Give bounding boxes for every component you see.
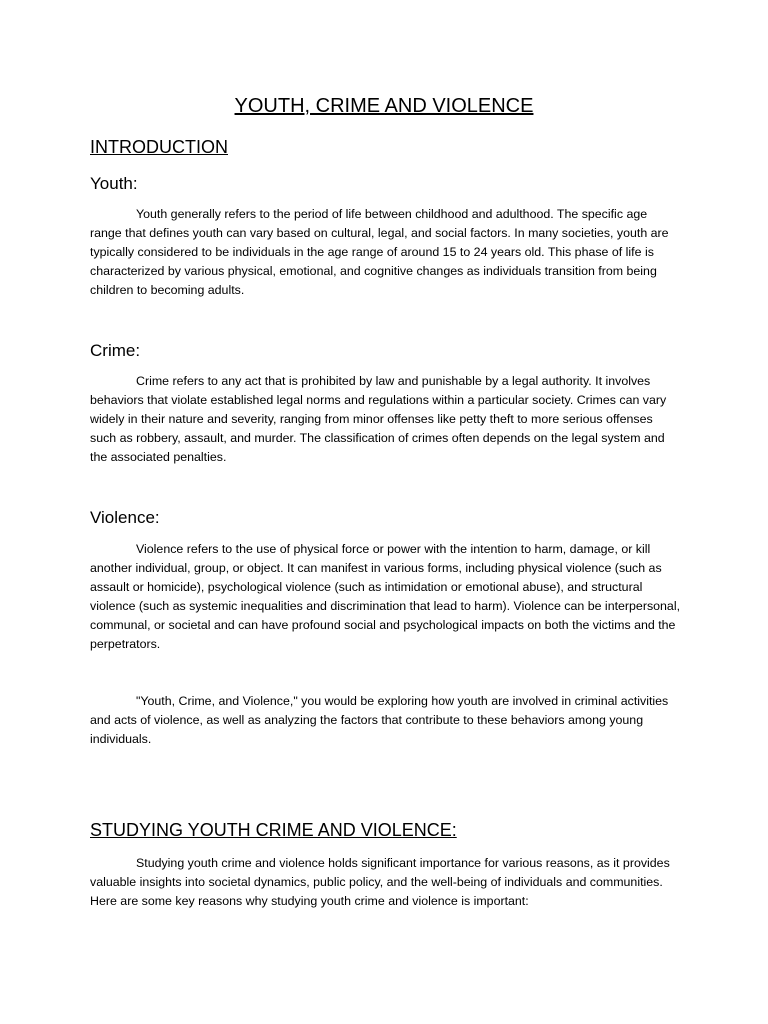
- studying-paragraph: Studying youth crime and violence holds significant importance for various reasons, as it provides valuable insights into societal dynamics, public policy, and the well-being of individuals and communities. Here are some key reasons why studying youth crime and violence is important:: [90, 856, 670, 908]
- document-title: YOUTH, CRIME AND VIOLENCE: [234, 95, 534, 117]
- introduction-heading: INTRODUCTION: [90, 137, 228, 157]
- summary-paragraph: "Youth, Crime, and Violence," you would be exploring how youth are involved in criminal activities and acts of violence, as well as analyzing the factors that contribute to these behaviors among young individuals.: [90, 694, 669, 746]
- violence-heading: Violence:: [90, 508, 160, 527]
- crime-heading: Crime:: [90, 341, 141, 360]
- crime-paragraph: Crime refers to any act that is prohibited by law and punishable by a legal authority. It involves behaviors that violate established legal norms and regulations within a particular society. Crimes can vary widely in their nature and severity, ranging from minor offenses like petty theft to more serious offenses such as robbery, assault, and murder. The classification of crimes often depends on the legal system and the associated penalties.: [90, 374, 667, 464]
- violence-paragraph: Violence refers to the use of physical force or power with the intention to harm, damage, or kill another individual, group, or object. It can manifest in various forms, including physical violence (such as assault or homicide), psychological violence (such as intimidation or emotional abuse), and structural violence (such as systemic inequalities and discrimination that lead to harm). Violence can be interpersonal, communal, or societal and can have profound social and psychological impacts on both the victims and the perpetrators.: [90, 542, 681, 651]
- youth-paragraph: Youth generally refers to the period of life between childhood and adulthood. The specific age range that defines youth can vary based on cultural, legal, and social factors. In many societies, youth are typically considered to be individuals in the age range of around 15 to 24 years old. This phase of life is characterized by various physical, emotional, and cognitive changes as individuals transition from being children to becoming adults.: [90, 207, 669, 297]
- youth-heading: Youth:: [90, 174, 138, 193]
- studying-heading: STUDYING YOUTH CRIME AND VIOLENCE:: [90, 820, 457, 840]
